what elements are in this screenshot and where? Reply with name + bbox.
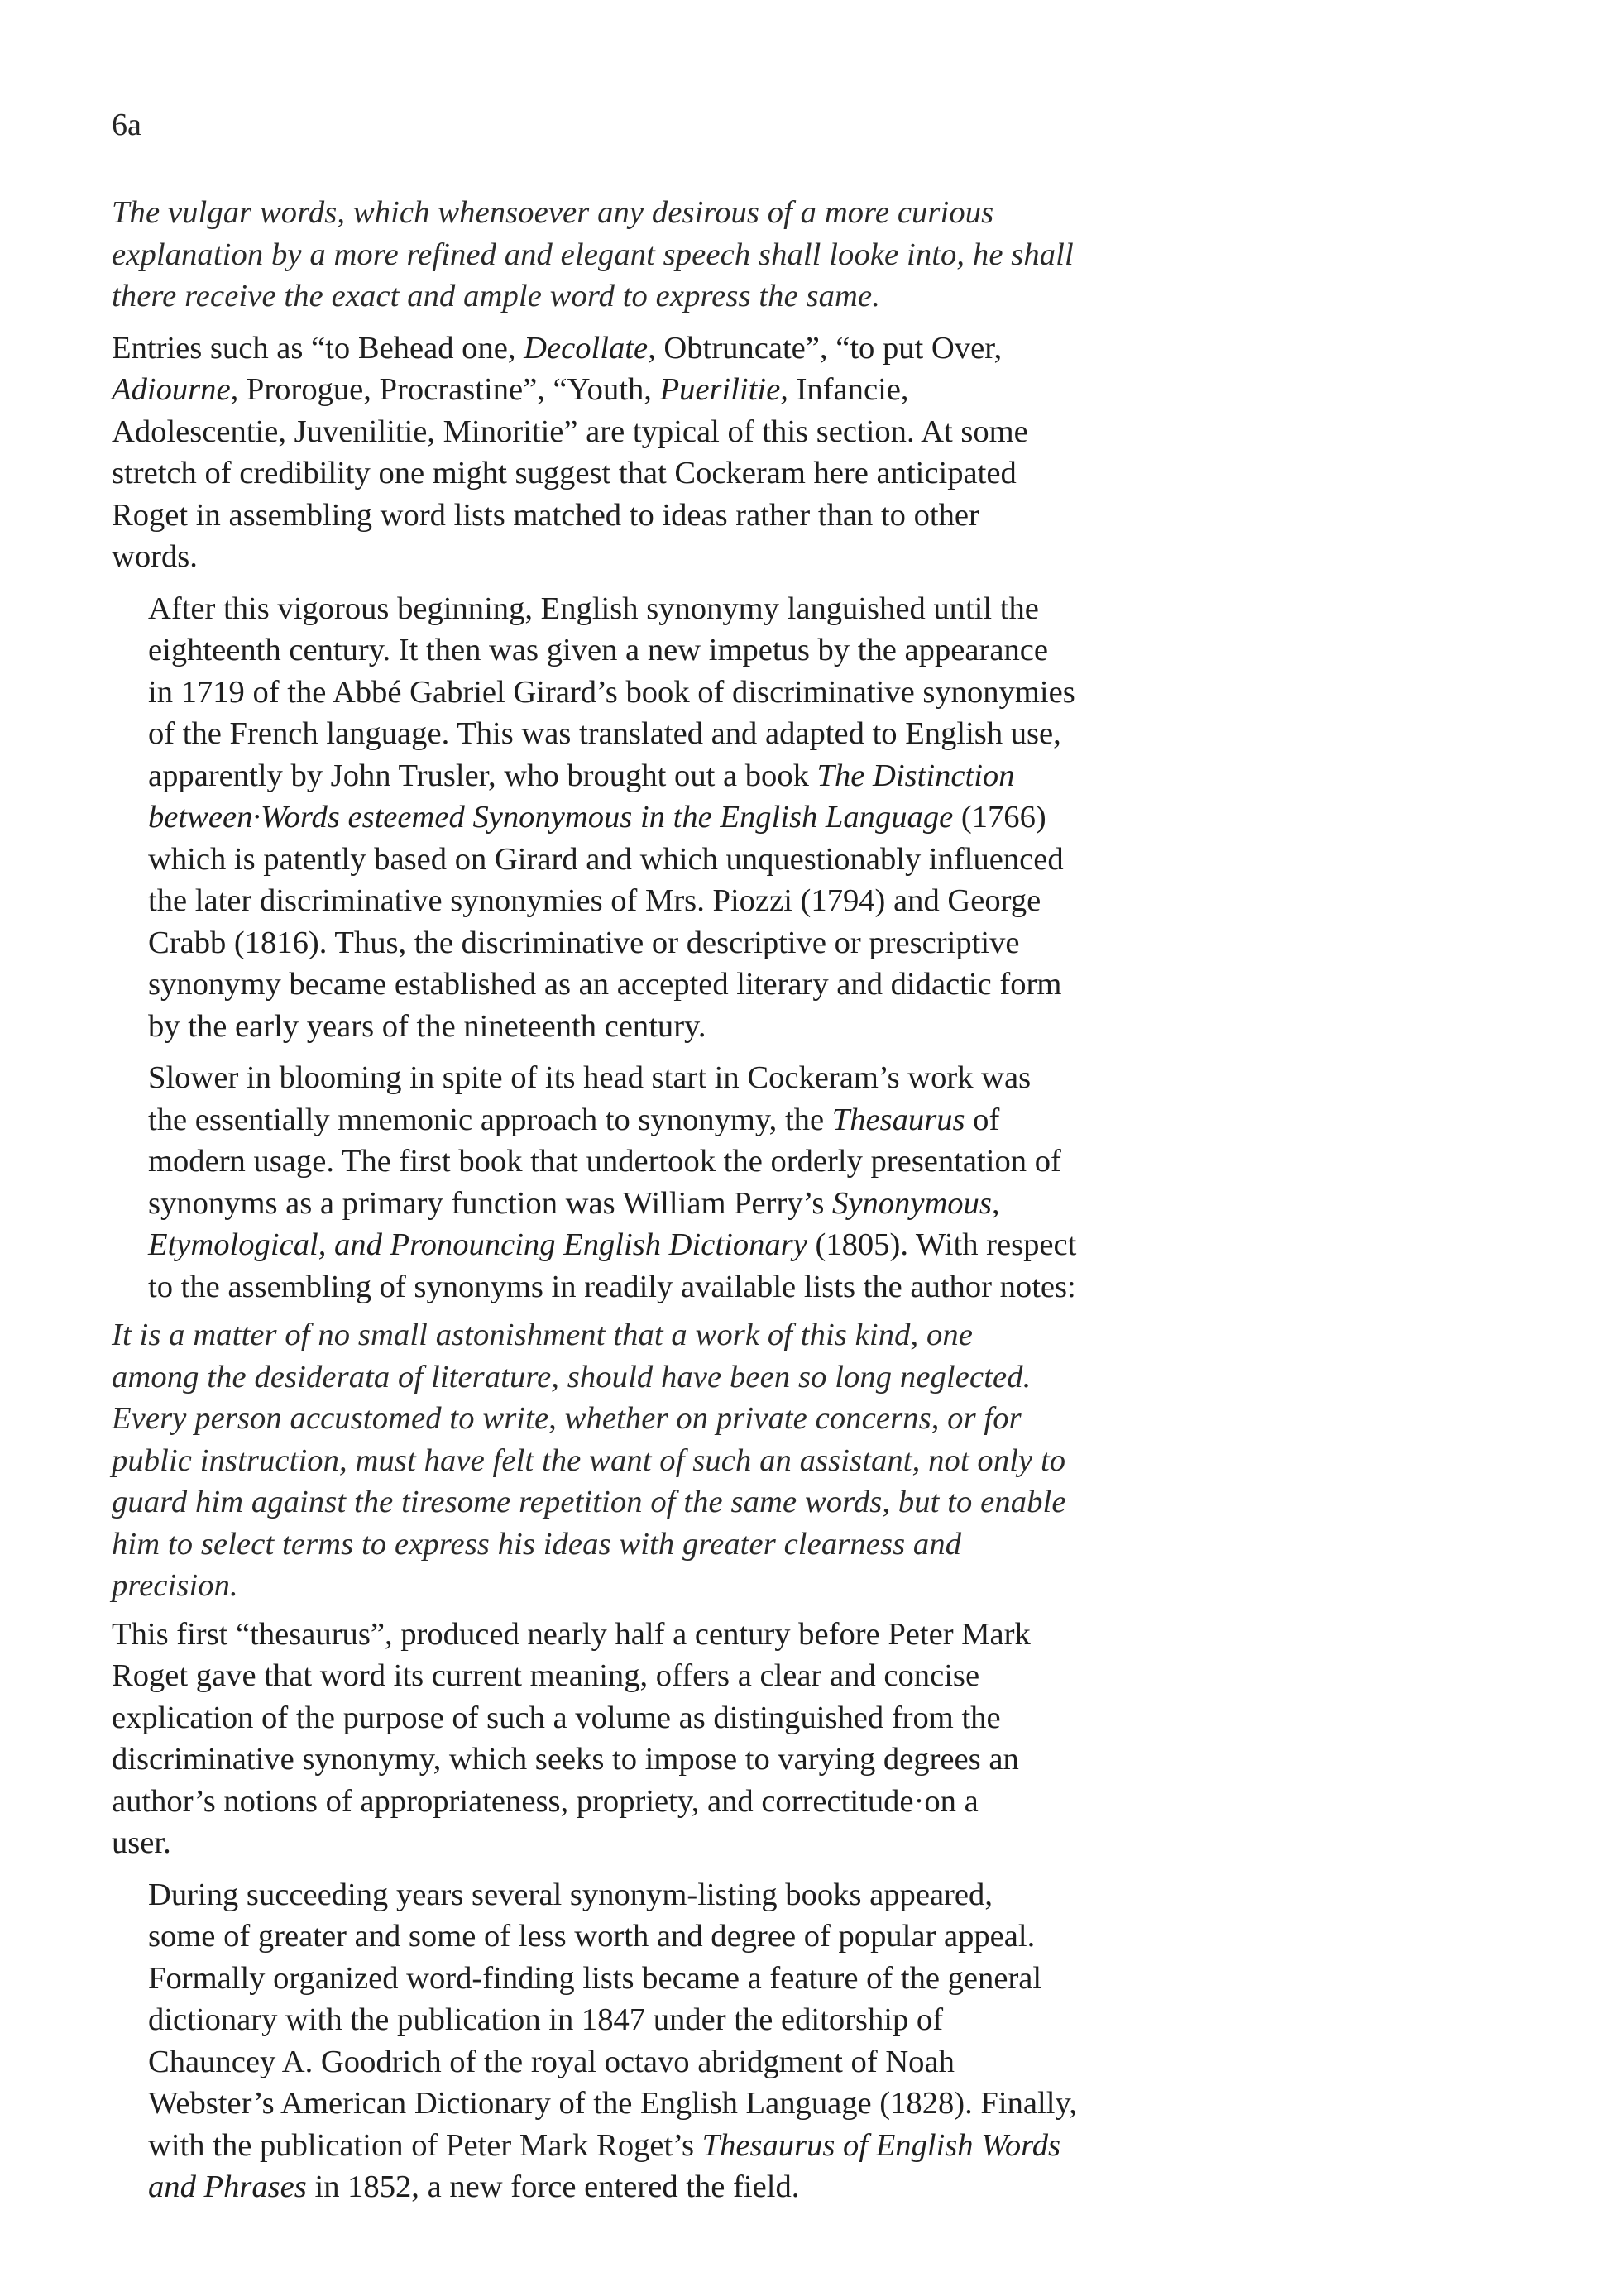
text: user. bbox=[112, 1825, 171, 1860]
text: Obtruncate”, “to put Over, bbox=[655, 330, 1003, 366]
text: After this vigorous beginning, English synonymy languished until the bbox=[148, 591, 1039, 626]
text-line bbox=[112, 1481, 1274, 1523]
text: (1805). With respect bbox=[807, 1227, 1077, 1262]
text-line bbox=[112, 713, 1274, 755]
text-line bbox=[112, 1614, 1274, 1656]
page-number: 6a bbox=[112, 108, 141, 142]
text: Slower in blooming in spite of its head start in Cockeram’s work was bbox=[148, 1060, 1032, 1095]
text-line bbox=[112, 1523, 1274, 1566]
text: Formally organized word-finding lists became a feature of the general bbox=[148, 1960, 1042, 1996]
text-line bbox=[112, 2041, 1274, 2083]
italic-text: guard him against the tiresome repetition of the same words, but to enable bbox=[112, 1485, 1066, 1519]
text: apparently by John Trusler, who brought out a book bbox=[148, 758, 817, 793]
text: Prorogue, Procrastine”, “Youth, bbox=[238, 372, 660, 407]
text: Roget gave that word its current meaning, offers a clear and concise bbox=[112, 1658, 980, 1693]
text: Webster’s American Dictionary of the English Language (1828). Finally, bbox=[148, 2086, 1077, 2121]
italic-text: public instruction, must have felt the want of such an assistant, not only to bbox=[112, 1442, 1066, 1478]
text-line bbox=[112, 1398, 1274, 1440]
italic-text: It is a matter of no small astonishment that a work of this kind, one bbox=[112, 1318, 973, 1352]
text-line bbox=[112, 1999, 1274, 2041]
italic-text: Every person accustomed to write, whether on private concerns, or for bbox=[112, 1401, 1022, 1436]
italic-text: among the bbox=[112, 1359, 255, 1394]
italic-text: Adiourne, bbox=[112, 372, 239, 407]
text: some of greater and some of less worth and degree of popular appeal. bbox=[148, 1919, 1036, 1954]
text: stretch of credibility one might suggest that Cockeram here anticipated bbox=[112, 456, 1017, 490]
text-line bbox=[112, 922, 1274, 964]
body-text bbox=[112, 192, 1274, 2208]
text: by the early years of the nineteenth century. bbox=[148, 1008, 706, 1044]
block-quote bbox=[112, 192, 1274, 318]
text-line bbox=[112, 672, 1274, 714]
text-line bbox=[112, 1822, 1274, 1864]
text-line bbox=[112, 192, 1274, 234]
paragraph bbox=[112, 1874, 1274, 2208]
text: desiderata bbox=[254, 1359, 390, 1394]
text: (1766) bbox=[953, 800, 1046, 835]
block-quote bbox=[112, 1314, 1274, 1607]
italic-text: between·Words esteemed Synonymous in the English Language bbox=[148, 800, 954, 835]
text-line bbox=[112, 755, 1274, 797]
text: eighteenth century. It then was given a new impetus by the appearance bbox=[148, 633, 1048, 667]
text: which is patently based on Girard and which unquestionably influenced bbox=[148, 841, 1064, 877]
text-line bbox=[112, 588, 1274, 630]
text: in 1719 of the Abbé Gabriel Girard’s book of discriminative synonymies bbox=[148, 674, 1075, 710]
text: modern usage. The first book that undertook the orderly presentation of bbox=[148, 1144, 1061, 1179]
text-line bbox=[112, 1006, 1274, 1048]
italic-text: Thesaurus of English Words bbox=[701, 2127, 1061, 2163]
italic-text: of literature, should have been so long neglected. bbox=[390, 1359, 1032, 1394]
text-line bbox=[112, 796, 1274, 839]
text-line bbox=[112, 629, 1274, 672]
text-line bbox=[112, 452, 1274, 495]
italic-text: Thesaurus bbox=[831, 1102, 965, 1137]
text-line bbox=[112, 1781, 1274, 1823]
text-line bbox=[112, 495, 1274, 537]
text: Roget in assembling word lists matched to ideas rather than to other bbox=[112, 497, 979, 533]
text: Entries such as “to Behead one, bbox=[112, 330, 524, 366]
text: dictionary with the publication in 1847 under the editorship of bbox=[148, 2002, 944, 2037]
text-line bbox=[112, 1141, 1274, 1183]
text-line bbox=[112, 2083, 1274, 2125]
text-line bbox=[112, 1099, 1274, 1141]
text: Adolescentie, Juvenilitie, Minoritie” are typical of this section. At some bbox=[112, 414, 1028, 449]
italic-text: precision. bbox=[112, 1568, 238, 1603]
text: of bbox=[965, 1102, 1000, 1137]
italic-text: explanation by a more refined and elegant speech shall looke into, he shall bbox=[112, 237, 1074, 272]
text: author’s notions of appropriateness, propriety, and correctitude·on a bbox=[112, 1783, 979, 1819]
text: in 1852, a new force entered the field. bbox=[306, 2169, 800, 2204]
text-line bbox=[112, 1440, 1274, 1482]
italic-text: The vulgar words, which whensoever any desirous of a more curious bbox=[112, 195, 994, 230]
text-line bbox=[112, 411, 1274, 453]
text: Chauncey A. Goodrich of the royal octavo abridgment of Noah bbox=[148, 2044, 955, 2079]
italic-text: there receive the exact and ample word to express the same. bbox=[112, 279, 880, 313]
text: words. bbox=[112, 539, 198, 574]
text: Infancie, bbox=[788, 372, 909, 407]
text-line bbox=[112, 234, 1274, 276]
text-line bbox=[112, 1958, 1274, 2000]
text-line bbox=[112, 1697, 1274, 1739]
text: explication of the purpose of such a volume as distinguished from the bbox=[112, 1700, 1001, 1735]
italic-text: Puerilitie, bbox=[659, 372, 788, 407]
text-line bbox=[112, 1356, 1274, 1399]
text: This first “thesaurus”, produced nearly half a century before Peter Mark bbox=[112, 1616, 1031, 1652]
italic-text: Etymological, and Pronouncing English Dictionary bbox=[148, 1227, 807, 1262]
paragraph bbox=[112, 328, 1274, 578]
text-line bbox=[112, 839, 1274, 881]
paragraph bbox=[112, 1614, 1274, 1864]
italic-text: him to select terms to express his ideas with greater clearness and bbox=[112, 1526, 962, 1562]
text-line bbox=[112, 1266, 1274, 1308]
text-line bbox=[112, 1314, 1274, 1356]
text: to the assembling of synonyms in readily available lists the author notes: bbox=[148, 1269, 1076, 1304]
italic-text: Decollate, bbox=[524, 330, 656, 366]
text-line bbox=[112, 1224, 1274, 1266]
text-line bbox=[112, 2125, 1274, 2167]
text-line bbox=[112, 1916, 1274, 1958]
text: with the publication of Peter Mark Roget’s bbox=[148, 2127, 702, 2163]
text: discriminative synonymy, which seeks to impose to varying degrees an bbox=[112, 1742, 1019, 1777]
text-line bbox=[112, 328, 1274, 370]
text: synonymy became established as an accepted literary and didactic form bbox=[148, 967, 1062, 1002]
text-line bbox=[112, 880, 1274, 922]
text-line bbox=[112, 1655, 1274, 1697]
text: synonyms as a primary function was William Perry’s bbox=[148, 1185, 833, 1221]
text: During succeeding years several synonym-listing books appeared, bbox=[148, 1877, 993, 1912]
text-line bbox=[112, 275, 1274, 318]
text-line bbox=[112, 1874, 1274, 1916]
text-line bbox=[112, 1183, 1274, 1225]
text: the later discriminative synonymies of Mrs. Piozzi (1794) and George bbox=[148, 883, 1041, 918]
text-line bbox=[112, 1565, 1274, 1607]
italic-text: Synonymous, bbox=[832, 1185, 1000, 1221]
text-line bbox=[112, 536, 1274, 578]
italic-text: and Phrases bbox=[148, 2169, 307, 2204]
text-line bbox=[112, 369, 1274, 411]
text: Crabb (1816). Thus, the discriminative or descriptive or prescriptive bbox=[148, 925, 1020, 960]
text: the essentially mnemonic approach to synonymy, the bbox=[148, 1102, 832, 1137]
text-line bbox=[112, 1057, 1274, 1099]
italic-text: The Distinction bbox=[816, 758, 1015, 793]
text-line bbox=[112, 2166, 1274, 2208]
text: of the French language. This was translated and adapted to English use, bbox=[148, 716, 1061, 751]
paragraph bbox=[112, 588, 1274, 1048]
text-line bbox=[112, 964, 1274, 1006]
paragraph bbox=[112, 1057, 1274, 1308]
text-line bbox=[112, 1739, 1274, 1781]
